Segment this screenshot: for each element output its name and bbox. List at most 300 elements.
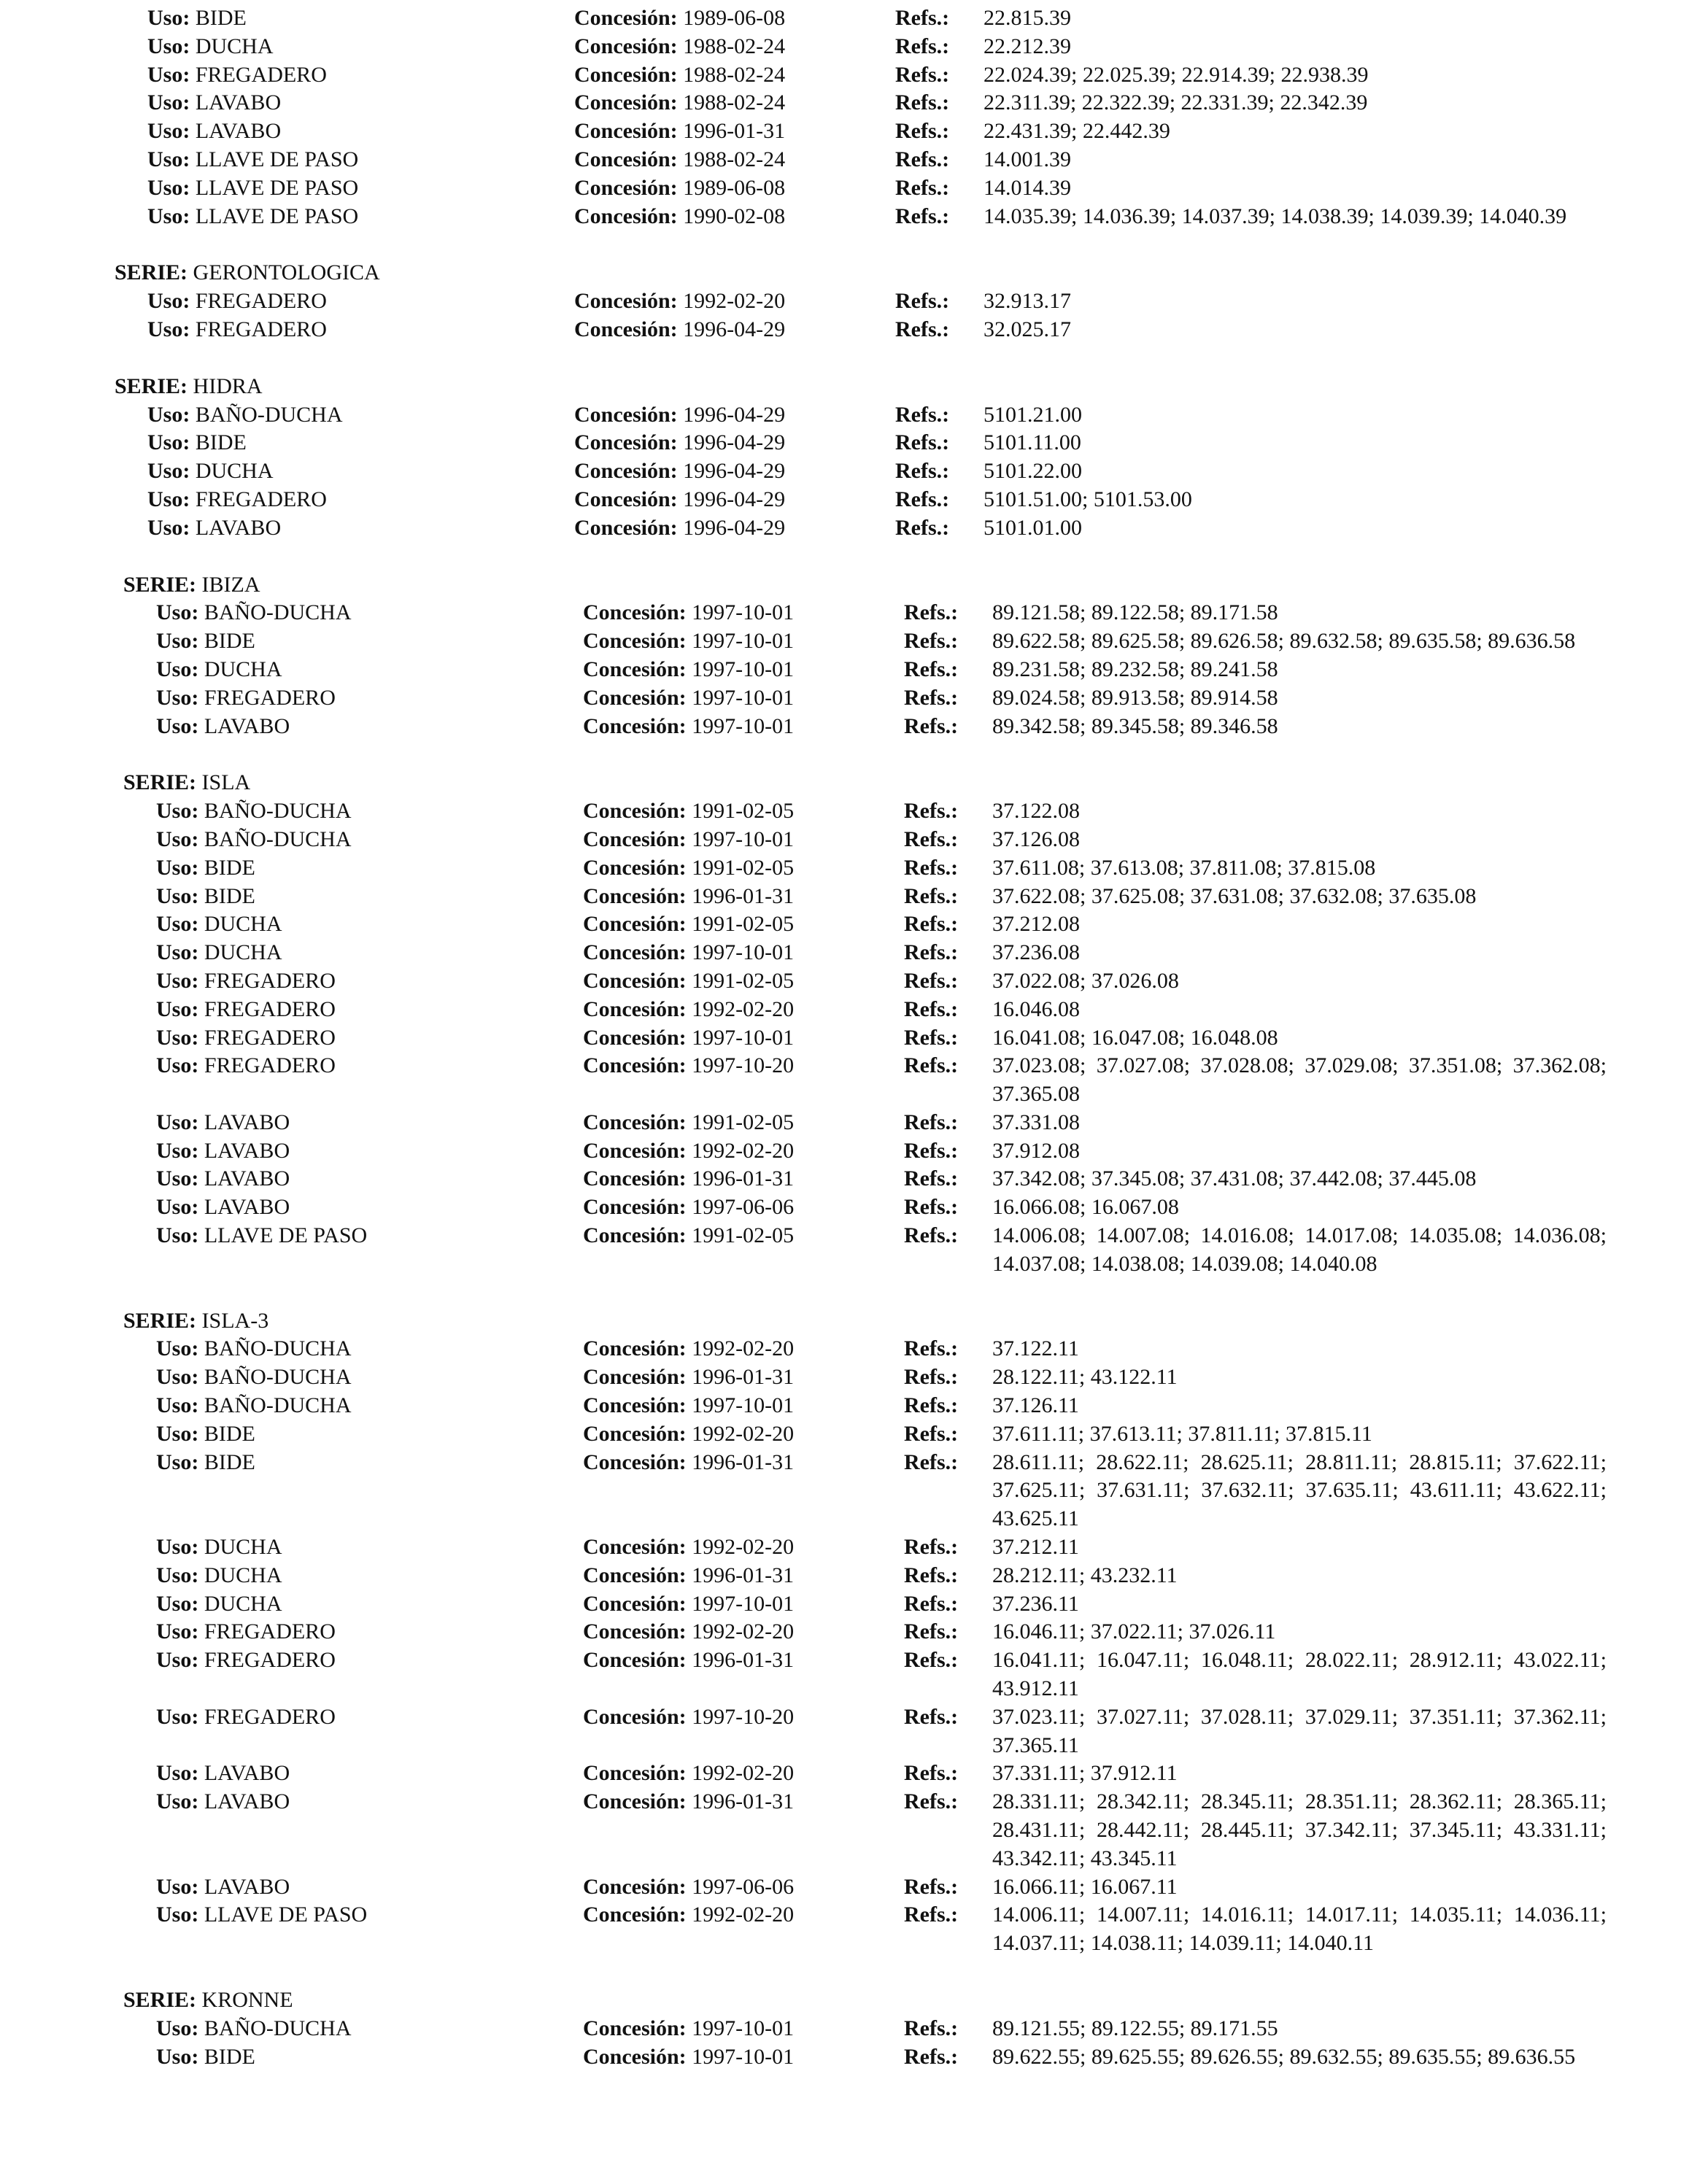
refs-label: Refs.: — [904, 1535, 959, 1560]
uso-label: Uso: — [156, 1902, 199, 1927]
refs-value: 16.041.11; 16.047.11; 16.048.11; 28.022.11; 28.912.11; 43.022.11; 43.912.11 — [992, 1648, 1607, 1701]
uso-cell — [123, 854, 583, 883]
entry-row — [115, 316, 1632, 344]
uso-label: Uso: — [147, 430, 190, 455]
uso-label: Uso: — [147, 487, 190, 511]
concesion-label: Concesión: — [583, 1619, 687, 1644]
uso-cell — [115, 203, 574, 231]
uso-value: BAÑO-DUCHA — [204, 1393, 352, 1418]
uso-label: Uso: — [156, 1563, 199, 1587]
concesion-label: Concesión: — [583, 883, 687, 908]
series-heading — [123, 1307, 1632, 1336]
concesion-cell — [574, 401, 895, 430]
entry-row — [123, 1562, 1632, 1590]
concesion-date: 1991-02-05 — [692, 968, 795, 993]
concesion-cell — [574, 514, 895, 543]
refs-value: 89.121.55; 89.122.55; 89.171.55 — [992, 2016, 1278, 2040]
concesion-label: Concesión: — [583, 1591, 687, 1616]
entry-row — [123, 967, 1632, 996]
concesion-cell — [583, 1024, 904, 1053]
uso-value: DUCHA — [204, 1535, 282, 1560]
uso-label: Uso: — [156, 1053, 199, 1078]
uso-value: FREGADERO — [204, 1648, 336, 1673]
uso-label: Uso: — [156, 657, 199, 681]
concesion-label: Concesión: — [583, 1223, 687, 1248]
entry-row — [123, 1646, 1632, 1703]
concesion-cell — [583, 1222, 904, 1279]
concesion-date: 1997-10-01 — [692, 1025, 795, 1050]
uso-cell — [123, 627, 583, 656]
concesion-cell — [574, 287, 895, 316]
uso-value: LAVABO — [204, 1166, 290, 1191]
refs-value: 16.066.11; 16.067.11 — [992, 1874, 1178, 1899]
refs-label: Refs.: — [904, 1789, 959, 1814]
concesion-cell — [574, 316, 895, 344]
uso-value: FREGADERO — [204, 1053, 336, 1078]
uso-cell — [115, 146, 574, 174]
concesion-label: Concesión: — [574, 90, 678, 115]
concesion-cell — [574, 89, 895, 117]
concesion-cell — [583, 1420, 904, 1449]
refs-value: 5101.01.00 — [984, 515, 1082, 540]
concesion-cell — [574, 486, 895, 514]
refs-label: Refs.: — [904, 685, 959, 710]
refs-value: 22.431.39; 22.442.39 — [984, 119, 1170, 144]
entry-row — [123, 1165, 1632, 1193]
uso-value: LAVABO — [204, 1195, 290, 1220]
concesion-cell — [583, 1052, 904, 1109]
concesion-date: 1997-10-01 — [692, 940, 795, 965]
concesion-label: Concesión: — [574, 289, 678, 314]
uso-cell — [115, 4, 574, 33]
refs-label: Refs.: — [904, 657, 959, 681]
concesion-date: 1996-01-31 — [683, 119, 786, 144]
series-heading — [115, 373, 1632, 401]
entry-row — [115, 174, 1632, 203]
series-label: SERIE: — [115, 373, 188, 398]
series-label: SERIE: — [123, 572, 197, 597]
uso-label: Uso: — [156, 996, 199, 1021]
uso-cell — [115, 89, 574, 117]
series-section — [115, 571, 1632, 741]
entry-row — [123, 1137, 1632, 1166]
refs-value: 14.006.08; 14.007.08; 14.016.08; 14.017.08; 14.035.08; 14.036.08; 14.037.08; 14.038.08; 14.039.08; 14.040.08 — [992, 1223, 1607, 1276]
concesion-label: Concesión: — [583, 1365, 687, 1390]
entry-row — [123, 1533, 1632, 1562]
refs-label: Refs.: — [904, 1704, 959, 1729]
series-name: HIDRA — [193, 373, 263, 398]
uso-cell — [115, 401, 574, 430]
series-section — [115, 259, 1632, 344]
uso-value: BAÑO-DUCHA — [204, 600, 352, 625]
uso-label: Uso: — [147, 90, 190, 115]
entry-row — [123, 1024, 1632, 1053]
concesion-cell — [583, 1392, 904, 1420]
uso-label: Uso: — [147, 459, 190, 484]
uso-value: DUCHA — [204, 1591, 282, 1616]
uso-label: Uso: — [156, 1393, 199, 1418]
uso-cell — [115, 61, 574, 90]
uso-label: Uso: — [156, 629, 199, 654]
series-section — [115, 1986, 1632, 2071]
uso-cell — [123, 1449, 583, 1533]
refs-value: 89.622.58; 89.625.58; 89.626.58; 89.632.58; 89.635.58; 89.636.58 — [992, 629, 1576, 654]
concesion-label: Concesión: — [583, 1195, 687, 1220]
concesion-label: Concesión: — [583, 1648, 687, 1673]
concesion-label: Concesión: — [574, 34, 678, 58]
series-heading — [123, 769, 1632, 797]
entry-row — [123, 1420, 1632, 1449]
concesion-label: Concesión: — [583, 1110, 687, 1134]
refs-value: 37.912.08 — [992, 1138, 1080, 1163]
entry-row — [123, 1788, 1632, 1873]
concesion-date: 1996-01-31 — [692, 1789, 795, 1814]
refs-label: Refs.: — [904, 1648, 959, 1673]
uso-label: Uso: — [147, 62, 190, 87]
uso-cell — [123, 1193, 583, 1222]
concesion-cell — [583, 1873, 904, 1902]
refs-label: Refs.: — [904, 996, 959, 1021]
entry-row — [123, 1449, 1632, 1533]
concesion-label: Concesión: — [583, 799, 687, 824]
concesion-date: 1991-02-05 — [692, 799, 795, 824]
concesion-date: 1991-02-05 — [692, 855, 795, 880]
refs-label: Refs.: — [904, 1166, 959, 1191]
concesion-cell — [583, 1901, 904, 1958]
series-section — [115, 1307, 1632, 1958]
uso-label: Uso: — [156, 1336, 199, 1361]
concesion-date: 1996-01-31 — [692, 883, 795, 908]
uso-value: LAVABO — [204, 1874, 290, 1899]
refs-label: Refs.: — [904, 1223, 959, 1248]
uso-label: Uso: — [156, 1421, 199, 1446]
uso-cell — [115, 457, 574, 486]
uso-cell — [123, 1562, 583, 1590]
refs-value: 37.611.11; 37.613.11; 37.811.11; 37.815.11 — [992, 1421, 1372, 1446]
concesion-label: Concesión: — [583, 600, 687, 625]
concesion-date: 1997-10-01 — [692, 629, 795, 654]
concesion-cell — [583, 2043, 904, 2072]
entry-row — [115, 514, 1632, 543]
uso-value: LAVABO — [204, 1789, 290, 1814]
entry-row — [123, 939, 1632, 967]
uso-cell — [123, 1222, 583, 1279]
concesion-label: Concesión: — [574, 317, 678, 341]
concesion-label: Concesión: — [583, 855, 687, 880]
concesion-date: 1992-02-20 — [692, 1761, 795, 1786]
uso-value: FREGADERO — [204, 996, 336, 1021]
uso-label: Uso: — [156, 968, 199, 993]
uso-cell — [115, 486, 574, 514]
uso-cell — [123, 967, 583, 996]
refs-label: Refs.: — [904, 855, 959, 880]
refs-label: Refs.: — [904, 1421, 959, 1446]
concesion-label: Concesión: — [583, 1421, 687, 1446]
uso-cell — [123, 684, 583, 713]
uso-label: Uso: — [156, 2044, 199, 2069]
uso-value: LLAVE DE PASO — [204, 1223, 368, 1248]
uso-cell — [115, 316, 574, 344]
refs-label: Refs.: — [895, 289, 950, 314]
refs-value: 37.126.08 — [992, 827, 1080, 851]
concesion-label: Concesión: — [583, 1053, 687, 1078]
concesion-date: 1988-02-24 — [683, 62, 786, 87]
refs-value: 37.022.08; 37.026.08 — [992, 968, 1179, 993]
concesion-cell — [583, 1109, 904, 1137]
refs-value: 22.212.39 — [984, 34, 1071, 58]
concesion-date: 1997-10-01 — [692, 1591, 795, 1616]
entry-row — [123, 1760, 1632, 1788]
concesion-date: 1992-02-20 — [692, 1138, 795, 1163]
entry-row — [123, 1873, 1632, 1902]
refs-label: Refs.: — [895, 459, 950, 484]
refs-value: 28.331.11; 28.342.11; 28.345.11; 28.351.11; 28.362.11; 28.365.11; 28.431.11; 28.442.11; 28.445.11; 37.342.11; 37.345.11; 43.331.11; 43.342.11; 43.345.11 — [992, 1789, 1607, 1870]
refs-value: 37.331.08 — [992, 1110, 1080, 1134]
refs-label: Refs.: — [895, 6, 950, 30]
concesion-cell — [583, 1533, 904, 1562]
uso-label: Uso: — [156, 1365, 199, 1390]
refs-value: 14.001.39 — [984, 147, 1071, 171]
uso-value: BIDE — [195, 6, 247, 30]
entry-row — [115, 4, 1632, 33]
concesion-date: 1996-01-31 — [692, 1563, 795, 1587]
concesion-date: 1989-06-08 — [683, 175, 786, 200]
refs-label: Refs.: — [904, 883, 959, 908]
uso-label: Uso: — [147, 6, 190, 30]
uso-value: DUCHA — [204, 940, 282, 965]
concesion-date: 1988-02-24 — [683, 34, 786, 58]
uso-label: Uso: — [156, 1223, 199, 1248]
concesion-cell — [583, 627, 904, 656]
concesion-label: Concesión: — [574, 204, 678, 228]
refs-label: Refs.: — [904, 1449, 959, 1474]
uso-cell — [115, 514, 574, 543]
concesion-cell — [583, 684, 904, 713]
concesion-date: 1997-10-01 — [692, 827, 795, 851]
concesion-date: 1997-10-01 — [692, 657, 795, 681]
concesion-cell — [583, 1363, 904, 1392]
series-label: SERIE: — [123, 1308, 197, 1333]
concesion-cell — [574, 429, 895, 457]
refs-label: Refs.: — [904, 629, 959, 654]
entry-row — [115, 203, 1632, 231]
refs-value: 37.122.11 — [992, 1336, 1079, 1361]
uso-value: FREGADERO — [204, 1704, 336, 1729]
refs-label: Refs.: — [904, 1195, 959, 1220]
uso-value: LAVABO — [195, 90, 282, 115]
uso-label: Uso: — [147, 317, 190, 341]
entry-row — [123, 1901, 1632, 1958]
refs-label: Refs.: — [904, 799, 959, 824]
entry-row — [123, 1703, 1632, 1760]
entry-row — [123, 684, 1632, 713]
refs-value: 32.913.17 — [984, 289, 1071, 314]
uso-cell — [123, 1024, 583, 1053]
refs-label: Refs.: — [904, 1902, 959, 1927]
series-name: GERONTOLOGICA — [193, 260, 380, 285]
concesion-date: 1997-10-01 — [692, 2044, 795, 2069]
uso-label: Uso: — [156, 1535, 199, 1560]
concesion-cell — [574, 203, 895, 231]
entry-row — [123, 854, 1632, 883]
uso-label: Uso: — [156, 1789, 199, 1814]
entry-row — [123, 797, 1632, 826]
uso-cell — [123, 656, 583, 684]
refs-value: 37.212.11 — [992, 1535, 1079, 1560]
concesion-label: Concesión: — [583, 827, 687, 851]
refs-value: 5101.11.00 — [984, 430, 1081, 455]
uso-label: Uso: — [156, 685, 199, 710]
refs-label: Refs.: — [904, 827, 959, 851]
concesion-label: Concesión: — [583, 912, 687, 937]
series-section — [115, 769, 1632, 1278]
refs-value: 37.236.08 — [992, 940, 1080, 965]
entry-row — [115, 89, 1632, 117]
refs-label: Refs.: — [895, 175, 950, 200]
uso-value: FREGADERO — [195, 62, 327, 87]
uso-value: LAVABO — [204, 1761, 290, 1786]
concesion-cell — [583, 1618, 904, 1646]
uso-cell — [123, 797, 583, 826]
uso-label: Uso: — [156, 1619, 199, 1644]
uso-value: DUCHA — [204, 1563, 282, 1587]
refs-label: Refs.: — [904, 1563, 959, 1587]
series-heading — [123, 571, 1632, 600]
uso-value: LAVABO — [195, 119, 282, 144]
uso-label: Uso: — [156, 1110, 199, 1134]
concesion-date: 1997-06-06 — [692, 1195, 795, 1220]
concesion-label: Concesión: — [583, 1138, 687, 1163]
concesion-label: Concesión: — [583, 1902, 687, 1927]
refs-value: 28.122.11; 43.122.11 — [992, 1365, 1178, 1390]
uso-value: BIDE — [204, 855, 255, 880]
uso-label: Uso: — [156, 827, 199, 851]
uso-cell — [123, 1165, 583, 1193]
concesion-label: Concesión: — [583, 996, 687, 1021]
concesion-cell — [583, 883, 904, 911]
concesion-date: 1996-01-31 — [692, 1166, 795, 1191]
uso-label: Uso: — [156, 1648, 199, 1673]
uso-value: FREGADERO — [195, 289, 327, 314]
refs-value: 28.212.11; 43.232.11 — [992, 1563, 1178, 1587]
refs-label: Refs.: — [904, 1365, 959, 1390]
refs-label: Refs.: — [904, 713, 959, 738]
refs-value: 89.121.58; 89.122.58; 89.171.58 — [992, 600, 1278, 625]
uso-cell — [123, 1109, 583, 1137]
uso-cell — [123, 883, 583, 911]
uso-label: Uso: — [156, 1195, 199, 1220]
uso-cell — [123, 1760, 583, 1788]
concesion-date: 1996-04-29 — [683, 430, 786, 455]
uso-label: Uso: — [156, 1591, 199, 1616]
concesion-label: Concesión: — [583, 1166, 687, 1191]
entry-row — [115, 117, 1632, 146]
concesion-date: 1992-02-20 — [692, 1535, 795, 1560]
concesion-cell — [583, 1165, 904, 1193]
concesion-date: 1991-02-05 — [692, 1110, 795, 1134]
series-name: ISLA-3 — [201, 1308, 269, 1333]
refs-label: Refs.: — [904, 912, 959, 937]
entry-row — [123, 1193, 1632, 1222]
refs-value: 37.622.08; 37.625.08; 37.631.08; 37.632.08; 37.635.08 — [992, 883, 1477, 908]
concesion-date: 1997-10-01 — [692, 713, 795, 738]
concesion-label: Concesión: — [583, 685, 687, 710]
refs-value: 37.023.08; 37.027.08; 37.028.08; 37.029.08; 37.351.08; 37.362.08; 37.365.08 — [992, 1053, 1607, 1107]
uso-value: BAÑO-DUCHA — [204, 1336, 352, 1361]
refs-value: 16.066.08; 16.067.08 — [992, 1195, 1179, 1220]
entry-row — [123, 1335, 1632, 1363]
uso-label: Uso: — [147, 204, 190, 228]
refs-value: 37.122.08 — [992, 799, 1080, 824]
uso-cell — [123, 1646, 583, 1703]
refs-label: Refs.: — [895, 34, 950, 58]
concesion-cell — [574, 61, 895, 90]
refs-label: Refs.: — [904, 1591, 959, 1616]
uso-cell — [123, 1788, 583, 1873]
uso-cell — [123, 713, 583, 741]
uso-value: DUCHA — [204, 912, 282, 937]
concesion-cell — [583, 656, 904, 684]
series-label: SERIE: — [123, 1988, 197, 2012]
concesion-date: 1992-02-20 — [692, 1336, 795, 1361]
uso-cell — [123, 1590, 583, 1619]
refs-label: Refs.: — [895, 147, 950, 171]
concesion-cell — [574, 457, 895, 486]
uso-value: BIDE — [204, 2044, 255, 2069]
uso-cell — [115, 287, 574, 316]
concesion-cell — [583, 996, 904, 1024]
uso-cell — [115, 174, 574, 203]
concesion-label: Concesión: — [583, 968, 687, 993]
uso-label: Uso: — [156, 1874, 199, 1899]
uso-value: BAÑO-DUCHA — [204, 1365, 352, 1390]
entry-row — [123, 910, 1632, 939]
concesion-label: Concesión: — [583, 2016, 687, 2040]
concesion-label: Concesión: — [583, 713, 687, 738]
uso-label: Uso: — [147, 289, 190, 314]
concesion-label: Concesión: — [574, 487, 678, 511]
refs-value: 37.236.11 — [992, 1591, 1079, 1616]
uso-cell — [123, 2043, 583, 2072]
refs-label: Refs.: — [895, 62, 950, 87]
concesion-label: Concesión: — [574, 430, 678, 455]
refs-label: Refs.: — [904, 1053, 959, 1078]
concesion-cell — [583, 1335, 904, 1363]
uso-value: FREGADERO — [204, 968, 336, 993]
refs-value: 89.024.58; 89.913.58; 89.914.58 — [992, 685, 1278, 710]
uso-cell — [123, 2015, 583, 2043]
entry-row — [123, 627, 1632, 656]
entry-row — [123, 996, 1632, 1024]
refs-label: Refs.: — [904, 1761, 959, 1786]
refs-value: 89.231.58; 89.232.58; 89.241.58 — [992, 657, 1278, 681]
uso-label: Uso: — [156, 713, 199, 738]
entry-row — [115, 61, 1632, 90]
concesion-date: 1992-02-20 — [692, 1619, 795, 1644]
uso-cell — [123, 1901, 583, 1958]
refs-value: 37.212.08 — [992, 912, 1080, 937]
entry-row — [123, 713, 1632, 741]
refs-value: 14.035.39; 14.036.39; 14.037.39; 14.038.39; 14.039.39; 14.040.39 — [984, 204, 1567, 228]
refs-value: 16.041.08; 16.047.08; 16.048.08 — [992, 1025, 1278, 1050]
refs-label: Refs.: — [904, 2044, 959, 2069]
refs-value: 5101.51.00; 5101.53.00 — [984, 487, 1192, 511]
refs-label: Refs.: — [904, 1874, 959, 1899]
uso-value: LAVABO — [195, 515, 282, 540]
concesion-date: 1996-01-31 — [692, 1365, 795, 1390]
concesion-cell — [583, 599, 904, 627]
uso-cell — [123, 1420, 583, 1449]
